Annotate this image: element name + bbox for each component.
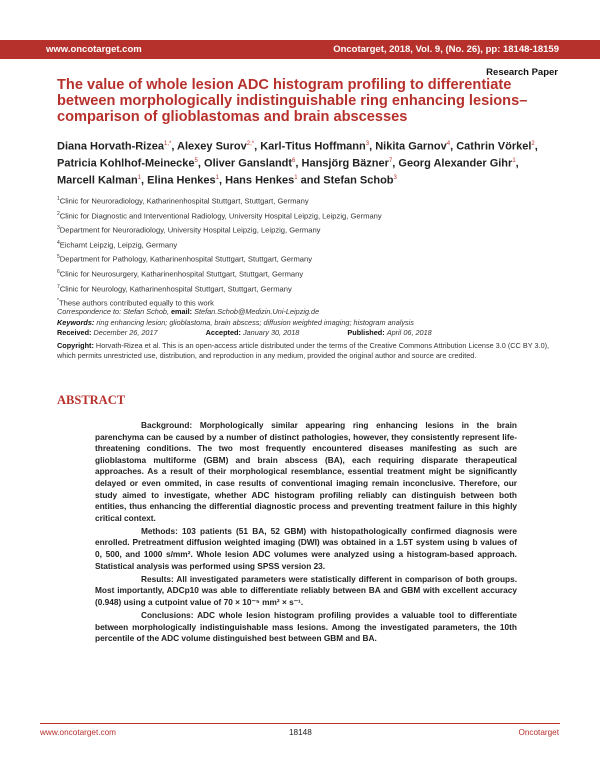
- affiliation-text: Department for Neuroradiology, University Hospital Leipzig, Leipzig, Germany: [59, 225, 321, 235]
- affiliation-text: Department for Pathology, Katharinenhospital Stuttgart, Stuttgart, Germany: [59, 254, 313, 264]
- author-name: Hansjörg Bäzner: [301, 157, 389, 170]
- affiliation: [57, 266, 557, 281]
- author-affiliation-marker: 3: [393, 174, 397, 181]
- affiliation-text: Clinic for Neurology, Katharinenhospital Stuttgart, Stuttgart, Germany: [59, 284, 292, 294]
- author-affiliation-marker: 6: [292, 157, 296, 164]
- affiliation-marker: 3: [57, 225, 60, 232]
- article-type: Research Paper: [486, 67, 558, 78]
- author-affiliation-marker: 1: [512, 157, 516, 164]
- header-site-link[interactable]: www.oncotarget.com: [46, 44, 142, 55]
- affiliation-marker: *: [57, 298, 59, 305]
- abstract-conclusions: Conclusions: ADC whole lesion histogram profiling provides a valuable tool to differentiate between morphologically indistinguishable mass lesions. Among the investigated parameters, the 10th percentile of the ADC volume distinguished best between GBM and BA.: [95, 610, 517, 644]
- abstract-background: Background: Morphologically similar appearing ring enhancing lesions in the brain parenchyma can be caused by a number of distinct pathologies, however, they consistently represent life-threatening conditions. The two most frequently encountered diseases manifesting as such are glioblastoma multiforme (GBM) and brain abscess (BA), each requiring disparate therapeutical approaches. As a result of their morphological resemblance, essential treatment might be significantly delayed or even ommited, in case results of conventional imaging remain inconclusive. Therefore, our study aimed to investigate, whether ADC histogram profiling reliably can distinguish between both entities, thus enhancing the differential diagnostic process and preventing treatment failure in this highly critical context.: [95, 420, 517, 523]
- affiliation-marker: 7: [57, 283, 60, 290]
- author-affiliation-marker: 2: [531, 141, 535, 147]
- author-list: Diana Horvath-Rizea$^{1,*}$, Alexey Surov$^{2,*}$, Karl-Titus Hoffmann$^3$, Nikita Garnov$^4$, Cathrin Vörkel$^2$, Patricia Kohlhof-Meinecke$^5$, Oliver Ganslandt$^6$, Hansjörg Bäzner$^7$, Georg Alexander Gihr$^1$, Marcell Kalman$^1$, Elina Henkes$^1$, Hans Henkes$^1$ and Stefan Schob$^3$: [57, 140, 538, 187]
- author-name: Oliver Ganslandt: [204, 157, 293, 170]
- affiliation-text: Clinic for Neurosurgery, Katharinenhospital Stuttgart, Stuttgart, Germany: [59, 269, 304, 279]
- author-affiliation-marker: 1: [215, 174, 219, 181]
- affiliation: [57, 193, 557, 208]
- author-name: Alexey Surov: [177, 140, 247, 153]
- affiliation-marker: 2: [57, 210, 60, 217]
- author-affiliation-marker: 7: [388, 157, 393, 164]
- author-affiliation-marker: 4: [446, 141, 451, 147]
- author-name: Diana Horvath-Rizea: [57, 140, 164, 153]
- affiliation-text: Eichamt Leipzig, Leipzig, Germany: [59, 240, 178, 250]
- abstract-results: Results: All investigated parameters were statistically different in comparison of both groups. Most importantly, ADCp10 was able to differentiate reliably between BA and GBM with excellent accuracy (0.948) using a cutpoint value of 70 × 10⁻⁵ mm² × s⁻¹.: [95, 573, 517, 607]
- author-affiliation-marker: 1,*: [163, 141, 172, 147]
- keywords: Keywords: ring enhancing lesion; glioblastoma, brain abscess; diffusion weighted imaging; histogram analysis: [57, 317, 414, 327]
- author-affiliation-marker: 1: [294, 174, 298, 181]
- author-name: Hans Henkes: [225, 174, 295, 187]
- publication-dates: Received: December 26, 2017 Accepted: January 30, 2018 Published: April 06, 2018: [57, 328, 432, 338]
- header-citation: Oncotarget, 2018, Vol. 9, (No. 26), pp: 18148-18159: [333, 44, 559, 55]
- email-link[interactable]: Stefan.Schob@Medizin.Uni-Leipzig.de: [194, 307, 320, 316]
- footer-divider: [40, 723, 560, 724]
- article-title: The value of whole lesion ADC histogram profiling to differentiate between morphologically indistinguishable ring enhancing lesions–comparison of glioblastomas and brain abscesses: [57, 77, 528, 125]
- affiliation-text: These authors contributed equally to this work: [58, 298, 214, 308]
- author-name: Elina Henkes: [147, 174, 216, 187]
- abstract-heading: ABSTRACT: [57, 393, 126, 407]
- affiliation-marker: 4: [57, 239, 60, 246]
- affiliation-marker: 1: [57, 196, 60, 202]
- affiliation-marker: 5: [57, 254, 60, 261]
- author-name: Marcell Kalman: [57, 174, 138, 187]
- copyright-notice: Copyright: Horvath-Rizea et al. This is an open-access article distributed under the terms of the Creative Commons Attribution License 3.0 (CC BY 3.0), which permits unrestricted use, distribution, and reproduction in any medium, provided the original author and source are credited.: [57, 340, 550, 361]
- author-affiliation-marker: 5: [194, 157, 198, 164]
- journal-header-bar: [0, 40, 600, 59]
- affiliation: [57, 251, 557, 266]
- author-name: Cathrin Vörkel: [456, 140, 532, 153]
- footer-site-link[interactable]: www.oncotarget.com: [40, 728, 116, 737]
- author-affiliation-marker: 3: [365, 141, 370, 147]
- affiliation: [57, 222, 557, 237]
- abstract-methods: Methods: 103 patients (51 BA, 52 GBM) with histopathologically confirmed diagnosis were enrolled. Pretreatment diffusion weighted imaging (DWI) was obtained in a 1.5T system using b values of 0, 500, and 1000 s/mm². Whole lesion ADC volumes were analyzed using a histogram-based approach. Statistical analysis was performed using SPSS version 23.: [95, 525, 517, 571]
- affiliation-marker: 6: [57, 268, 60, 275]
- affiliation: [57, 208, 557, 223]
- footer-journal: Oncotarget: [518, 728, 559, 737]
- article-metadata: [57, 307, 557, 362]
- page-number: 18148: [289, 728, 312, 737]
- affiliation-list: [57, 193, 557, 310]
- abstract-body: [95, 420, 517, 646]
- author-name: Stefan Schob: [323, 174, 394, 187]
- correspondence: Correspondence to: Stefan Schob, email: Stefan.Schob@Medizin.Uni-Leipzig.de: [57, 307, 320, 316]
- affiliation: [57, 237, 557, 252]
- affiliation-text: Clinic for Diagnostic and Interventional Radiology, University Hospital Leipzig, Leipzig, Germany: [59, 211, 382, 221]
- author-affiliation-marker: 2,*: [246, 141, 255, 147]
- author-name: Nikita Garnov: [375, 140, 447, 153]
- affiliation: [57, 281, 557, 296]
- author-name: Patricia Kohlhof-Meinecke: [57, 157, 195, 170]
- author-affiliation-marker: 1: [137, 174, 142, 181]
- author-name: Georg Alexander Gihr: [398, 157, 513, 170]
- affiliation-text: Clinic for Neuroradiology, Katharinenhospital Stuttgart, Stuttgart, Germany: [59, 196, 309, 206]
- author-name: Karl-Titus Hoffmann: [260, 140, 366, 153]
